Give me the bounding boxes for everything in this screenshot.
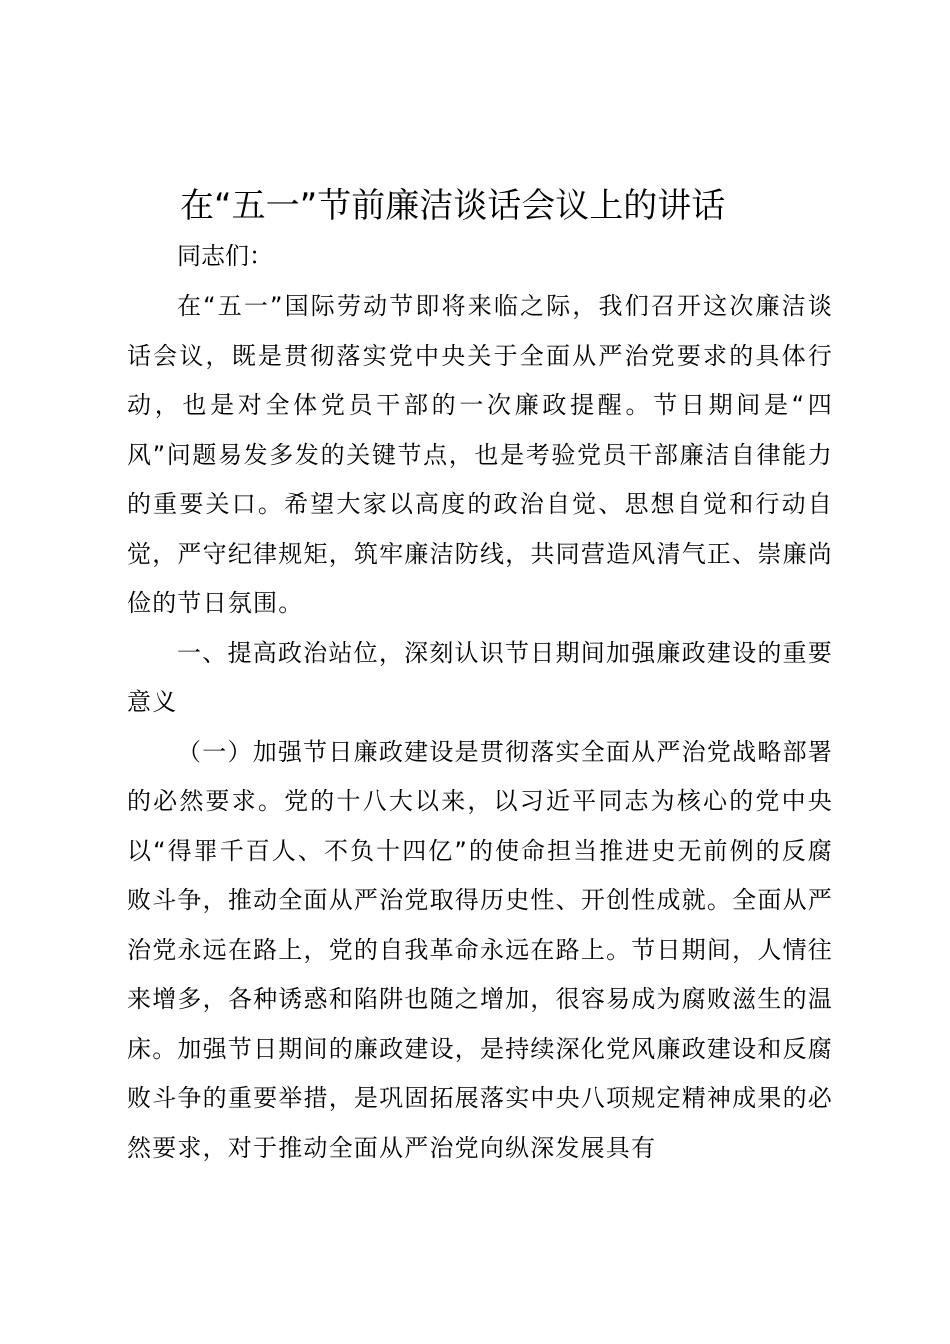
salutation: 同志们：	[177, 242, 273, 270]
section-heading-1: 一、提高政治站位，深刻认识节日期间加强廉政建设的重要意义	[127, 638, 833, 716]
document-title: 在“五一”节前廉洁谈话会议上的讲话	[180, 186, 726, 226]
paragraph-section-1-1: （一）加强节日廉政建设是贯彻落实全面从严治党战略部署的必然要求。党的十八大以来，以习近平同志为核心的党中央以“得罪千百人、不负十四亿”的使命担当推进史无前例的反腐败斗争，推动全面从严治党取得历史性、开创性成就。全面从严治党永远在路上，党的自我革命永远在路上。节日期间，人情往来增多，各种诱惑和陷阱也随之增加，很容易成为腐败滋生的温床。加强节日期间的廉政建设，是持续深化党风廉政建设和反腐败斗争的重要举措，是巩固拓展落实中央八项规定精神成果的必然要求，对于推动全面从严治党向纵深发展具有	[127, 737, 833, 1162]
body-text	[127, 282, 833, 1173]
paragraph-intro: 在“五一”国际劳动节即将来临之际，我们召开这次廉洁谈话会议，既是贯彻落实党中央关于全面从严治党要求的具体行动，也是对全体党员干部的一次廉政提醒。节日期间是“四风”问题易发多发的关键节点，也是考验党员干部廉洁自律能力的重要关口。希望大家以高度的政治自觉、思想自觉和行动自觉，严守纪律规矩，筑牢廉洁防线，共同营造风清气正、崇廉尚俭的节日氛围。	[127, 292, 833, 617]
